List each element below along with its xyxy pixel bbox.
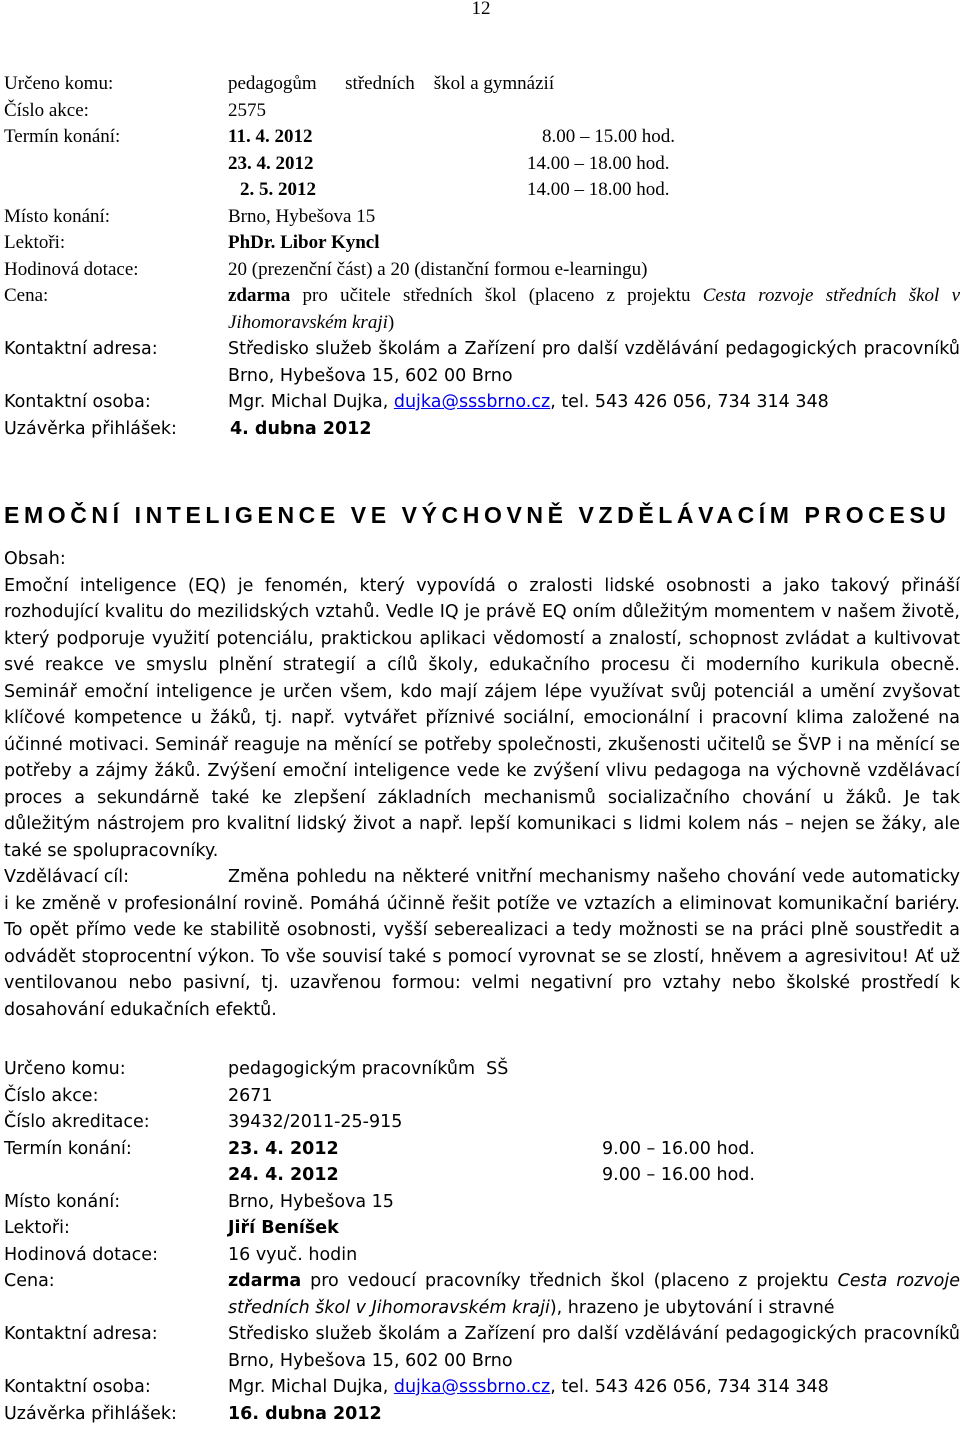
course2-lektori-value: Jiří Beníšek (228, 1218, 339, 1238)
cil-label: Vzdělávací cíl: (4, 867, 129, 887)
course1-adresa-row (4, 336, 960, 389)
course1-termin-label: Termín konání: (4, 126, 121, 147)
course1-date-2: 23. 4. 2012 (228, 152, 314, 174)
course1-cislo-label: Číslo akce: (4, 99, 89, 121)
course1-cislo-value: 2575 (228, 99, 266, 121)
course1-dotace-row (4, 257, 960, 284)
page-number: 12 (471, 0, 491, 19)
course1-date-3: 2. 5. 2012 (240, 179, 316, 200)
course1-dotace-value: 20 (prezenční část) a 20 (distanční formou e-learningu) (228, 258, 648, 280)
course2-dotace-label: Hodinová dotace: (4, 1244, 158, 1265)
course2-date-1: 23. 4. 2012 (228, 1138, 339, 1159)
course2-cena-row (4, 1268, 960, 1321)
course1-osoba-tel: , tel. 543 426 056, 734 314 348 (550, 392, 829, 412)
course2-osoba-value (228, 1374, 829, 1401)
course2-cislo-value: 2671 (228, 1085, 273, 1106)
obsah-text: Emoční inteligence (EQ) je fenomén, který vypovídá o zralosti lidské osobnosti a jako takový přináší rozhodující kvalitu do mezilidských vztahů. Vedle IQ je právě EQ oním důležitým momentem v našem životě, který podporuje využití potenciálu, praktickou aplikaci vědomostí a znalostí, schopnost zvládat a kultivovat své reakce ve smyslu plnění strategií a cílů školy, edukačního procesu či moderního kurikula obecně. Seminář emoční inteligence je určen všem, kdo mají zájem lépe využívat svůj potenciál a umění zvyšovat klíčové kompetence u žáků, tj. např. vytvářet příznivé sociální, emocionální i pracovní klima založené na účinné motivaci. Seminář reaguje na měnící se potřeby společnosti, zkušenosti učitelů se ŠVP i na měnící se potřeby a zájmy žáků. Zvýšení emoční inteligence vede ke zvýšení vlivu pedagoga na výchovně vzdělávací proces a sekundárně také ke zlepšení základních mechanismů socializačního chování u žáků. Je tak důležitým nástrojem pro kvalitní lidský život a např. lepší komunikaci s lidmi kolem nás – nejen se žáky, ale také se spolupracovníky. (4, 575, 960, 861)
course2-osoba-tel: , tel. 543 426 056, 734 314 348 (550, 1377, 829, 1397)
course2-dotace-row (4, 1242, 960, 1269)
course1-misto-value: Brno, Hybešova 15 (228, 205, 376, 227)
course1-adresa-value: Středisko služeb školám a Zařízení pro další vzdělávání pedagogických pracovníků Brno, Hybešova 15, 602 00 Brno (228, 339, 960, 386)
course1-osoba-row (4, 389, 960, 416)
course1-email-link[interactable]: dujka@sssbrno.cz (393, 392, 551, 412)
cil-text: Změna pohledu na některé vnitřní mechanismy našeho chování vede automaticky i ke změně v profesionální rovině. Pomáhá účinně řešit potíže ve vztazích a eliminovat komunikační bariéry. To opět přímo vede ke stabilitě osobnosti, vyšší seberealizaci a tedy možnosti se na práci plně soustředit a odvádět stoprocentní výkon. To vše souvisí také s pomocí vyrovnat se se zlostí, hněvem a agresivitou! Ať už ventilovanou nebo pasivní, tj. uzavřenou formou: velmi negativní pro vztahy nebo školské prostředí k dosahování edukačních efektů. (4, 867, 960, 1020)
section-heading: EMOČNÍ INTELIGENCE VE VÝCHOVNĚ VZDĚLÁVACÍM PROCESU (4, 502, 951, 528)
course1-date-row-3 (4, 177, 960, 204)
content-block (4, 546, 960, 1023)
course2-akred-label: Číslo akreditace: (4, 1112, 150, 1132)
course1-date-row-2 (4, 151, 960, 178)
course2-uzaverka-value: 16. dubna 2012 (228, 1403, 382, 1424)
course1-info (4, 71, 960, 442)
course2-osoba-label: Kontaktní osoba: (4, 1377, 151, 1397)
course1-urceno-value: pedagogům středních škol a gymnázií (228, 73, 555, 94)
course2-termin-row (4, 1136, 960, 1163)
course1-uzaverka-label: Uzávěrka přihlášek: (4, 418, 177, 439)
cil-row (4, 864, 960, 1023)
course1-cena-text2: ) (387, 311, 395, 333)
course1-cena-italic: Cesta rozvoje středních škol v Jihomoravském kraji (228, 285, 960, 333)
course1-cena-text1: pro učitele středních škol (placeno z projektu (290, 285, 703, 306)
course2-uzaverka-label: Uzávěrka přihlášek: (4, 1403, 177, 1424)
course2-lektori-label: Lektoři: (4, 1218, 70, 1238)
course2-urceno-label: Určeno komu: (4, 1059, 126, 1079)
course1-time-3: 14.00 – 18.00 hod. (527, 179, 670, 200)
course1-adresa-label: Kontaktní adresa: (4, 339, 158, 359)
course1-cena-row (4, 283, 960, 336)
course2-misto-value: Brno, Hybešova 15 (228, 1191, 394, 1212)
course2-osoba-row (4, 1374, 960, 1401)
course2-cena-text2: ), hrazeno je ubytování i stravné (549, 1297, 835, 1318)
course1-cena-value (228, 283, 960, 336)
course1-osoba-label: Kontaktní osoba: (4, 392, 151, 412)
course1-time-1: 8.00 – 15.00 hod. (542, 126, 675, 147)
course2-date-2: 24. 4. 2012 (228, 1165, 339, 1185)
course1-cena-label: Cena: (4, 285, 49, 306)
course1-termin-row (4, 124, 960, 151)
course2-cena-italic: Cesta rozvoje středních škol v Jihomoravském kraji (228, 1271, 960, 1318)
course2-cena-bold: zdarma (228, 1271, 302, 1291)
course1-lektori-value: PhDr. Libor Kyncl (228, 232, 380, 253)
course2-misto-row (4, 1189, 960, 1216)
course2-info (4, 1056, 960, 1427)
course1-lektori-label: Lektoři: (4, 232, 66, 253)
course2-email-link[interactable]: dujka@sssbrno.cz (393, 1377, 551, 1397)
course2-time-1: 9.00 – 16.00 hod. (602, 1138, 755, 1159)
course1-lektori-row (4, 230, 960, 257)
course2-dotace-value: 16 vyuč. hodin (228, 1244, 358, 1265)
obsah-label-row (4, 546, 960, 573)
course2-cena-label: Cena: (4, 1271, 55, 1291)
course1-misto-row (4, 204, 960, 231)
course2-lektori-row (4, 1215, 960, 1242)
course2-osoba-name: Mgr. Michal Dujka, (228, 1377, 394, 1397)
course2-uzaverka-row (4, 1401, 960, 1428)
course2-urceno-row (4, 1056, 960, 1083)
course2-cena-value (228, 1268, 960, 1321)
course2-adresa-value: Středisko služeb školám a Zařízení pro další vzdělávání pedagogických pracovníků Brno, Hybešova 15, 602 00 Brno (228, 1324, 960, 1371)
course2-adresa-label: Kontaktní adresa: (4, 1324, 158, 1344)
course1-dotace-label: Hodinová dotace: (4, 258, 139, 280)
course2-cislo-row (4, 1083, 960, 1110)
course2-termin-label: Termín konání: (4, 1138, 132, 1159)
course1-osoba-value (228, 389, 829, 416)
course2-akred-row (4, 1109, 960, 1136)
obsah-label: Obsah: (4, 549, 66, 569)
course1-cena-bold: zdarma (228, 285, 291, 306)
course1-uzaverka-row (4, 416, 960, 443)
course1-osoba-name: Mgr. Michal Dujka, (228, 392, 394, 412)
course2-time-2: 9.00 – 16.00 hod. (602, 1165, 755, 1185)
course1-urceno-label: Určeno komu: (4, 73, 114, 94)
course1-urceno-row (4, 71, 960, 98)
course1-date-1: 11. 4. 2012 (228, 126, 313, 147)
course2-misto-label: Místo konání: (4, 1191, 121, 1212)
course2-cislo-label: Číslo akce: (4, 1085, 99, 1106)
course1-uzaverka-value: 4. dubna 2012 (230, 418, 372, 439)
course2-cena-text1: pro vedoucí pracovníky třednich škol (placeno z projektu (301, 1271, 838, 1291)
course1-time-2: 14.00 – 18.00 hod. (527, 152, 670, 174)
course1-misto-label: Místo konání: (4, 205, 111, 227)
course2-adresa-row (4, 1321, 960, 1374)
course2-akred-value: 39432/2011-25-915 (228, 1112, 403, 1132)
course1-cislo-row (4, 98, 960, 125)
course2-urceno-value: pedagogickým pracovníkům SŠ (228, 1059, 509, 1079)
course2-date-row-2 (4, 1162, 960, 1189)
